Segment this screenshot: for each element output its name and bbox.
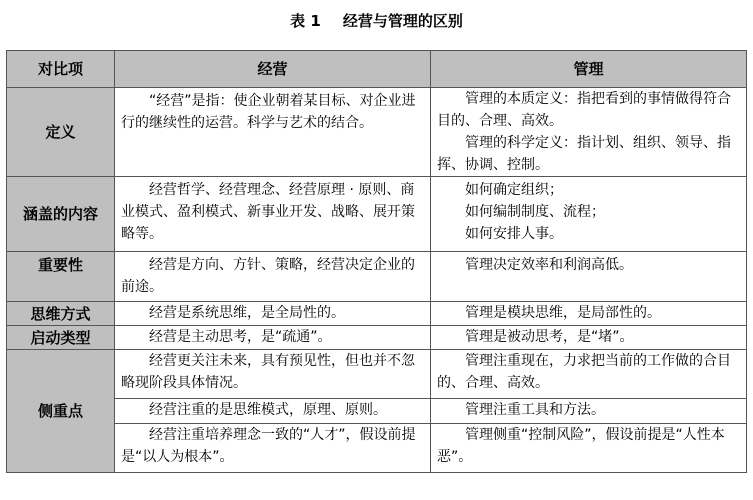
cell-focus-guanli-3 — [431, 424, 747, 473]
row-label-thinking: 思维方式 — [7, 302, 115, 326]
cell-paragraph: 如何安排人事。 — [465, 226, 563, 242]
cell-paragraph: 管理是模块思维，是局部性的。 — [465, 305, 661, 321]
cell-content-jingying — [115, 177, 431, 252]
cell-paragraph: 管理注重现在，力求把当前的工作做的合目的、合理、高效。 — [437, 353, 731, 391]
cell-focus-jingying-3 — [115, 424, 431, 473]
cell-paragraph: 如何确定组织； — [465, 182, 563, 198]
cell-paragraph: 经营是主动思考，是“疏通”。 — [149, 329, 332, 345]
row-label-initiative: 启动类型 — [7, 326, 115, 350]
table-row-focus-1 — [7, 350, 747, 399]
cell-initiative-jingying — [115, 326, 431, 350]
cell-paragraph: 管理的本质定义：指把看到的事情做得符合目的、合理、高效。 — [437, 91, 731, 129]
cell-paragraph: 管理的科学定义：指计划、组织、领导、指挥、协调、控制。 — [437, 135, 731, 173]
cell-paragraph: 管理注重工具和方法。 — [465, 402, 605, 418]
row-label-importance: 重要性 — [7, 252, 115, 302]
cell-definition-guanli — [431, 88, 747, 177]
cell-focus-jingying-1 — [115, 350, 431, 399]
table-row-focus-3 — [7, 424, 747, 473]
cell-thinking-guanli — [431, 302, 747, 326]
cell-importance-guanli — [431, 252, 747, 302]
cell-paragraph: 如何编制制度、流程； — [465, 204, 605, 220]
table-caption — [0, 10, 753, 31]
table-row-importance — [7, 252, 747, 302]
table-number: 表 1 — [290, 12, 321, 30]
row-label-definition: 定义 — [7, 88, 115, 177]
header-row — [7, 51, 747, 88]
cell-content-guanli — [431, 177, 747, 252]
header-item: 对比项 — [7, 51, 115, 88]
cell-paragraph: 管理侧重“控制风险”，假设前提是“人性本恶”。 — [437, 427, 725, 465]
comparison-table — [6, 50, 747, 473]
cell-paragraph: “经营”是指：使企业朝着某目标、对企业进行的继续性的运营。科学与艺术的结合。 — [121, 93, 416, 131]
header-guanli: 管理 — [431, 51, 747, 88]
cell-paragraph: 经营注重培养理念一致的“人才”，假设前提是“以人为根本”。 — [121, 427, 416, 465]
cell-focus-guanli-2 — [431, 399, 747, 424]
table-row-focus-2 — [7, 399, 747, 424]
row-label-focus: 侧重点 — [7, 350, 115, 473]
cell-paragraph: 经营是系统思维，是全局性的。 — [149, 305, 345, 321]
cell-paragraph: 经营更关注未来，具有预见性，但也并不忽略现阶段具体情况。 — [121, 353, 415, 391]
cell-paragraph: 经营哲学、经营理念、经营原理 · 原则、商业模式、盈利模式、新事业开发、战略、展开策略等。 — [121, 182, 415, 242]
table-title: 经营与管理的区别 — [342, 12, 463, 30]
cell-paragraph: 管理决定效率和利润高低。 — [465, 257, 633, 273]
table-row-definition — [7, 88, 747, 177]
cell-initiative-guanli — [431, 326, 747, 350]
table-row-content — [7, 177, 747, 252]
cell-paragraph: 管理是被动思考，是“堵”。 — [465, 329, 634, 345]
table-row-initiative — [7, 326, 747, 350]
header-jingying: 经营 — [115, 51, 431, 88]
row-label-content: 涵盖的内容 — [7, 177, 115, 252]
cell-thinking-jingying — [115, 302, 431, 326]
cell-focus-guanli-1 — [431, 350, 747, 399]
cell-paragraph: 经营是方向、方针、策略，经营决定企业的前途。 — [121, 257, 415, 295]
table-row-thinking — [7, 302, 747, 326]
cell-focus-jingying-2 — [115, 399, 431, 424]
cell-importance-jingying — [115, 252, 431, 302]
cell-paragraph: 经营注重的是思维模式，原理、原则。 — [149, 402, 387, 418]
cell-definition-jingying — [115, 88, 431, 177]
